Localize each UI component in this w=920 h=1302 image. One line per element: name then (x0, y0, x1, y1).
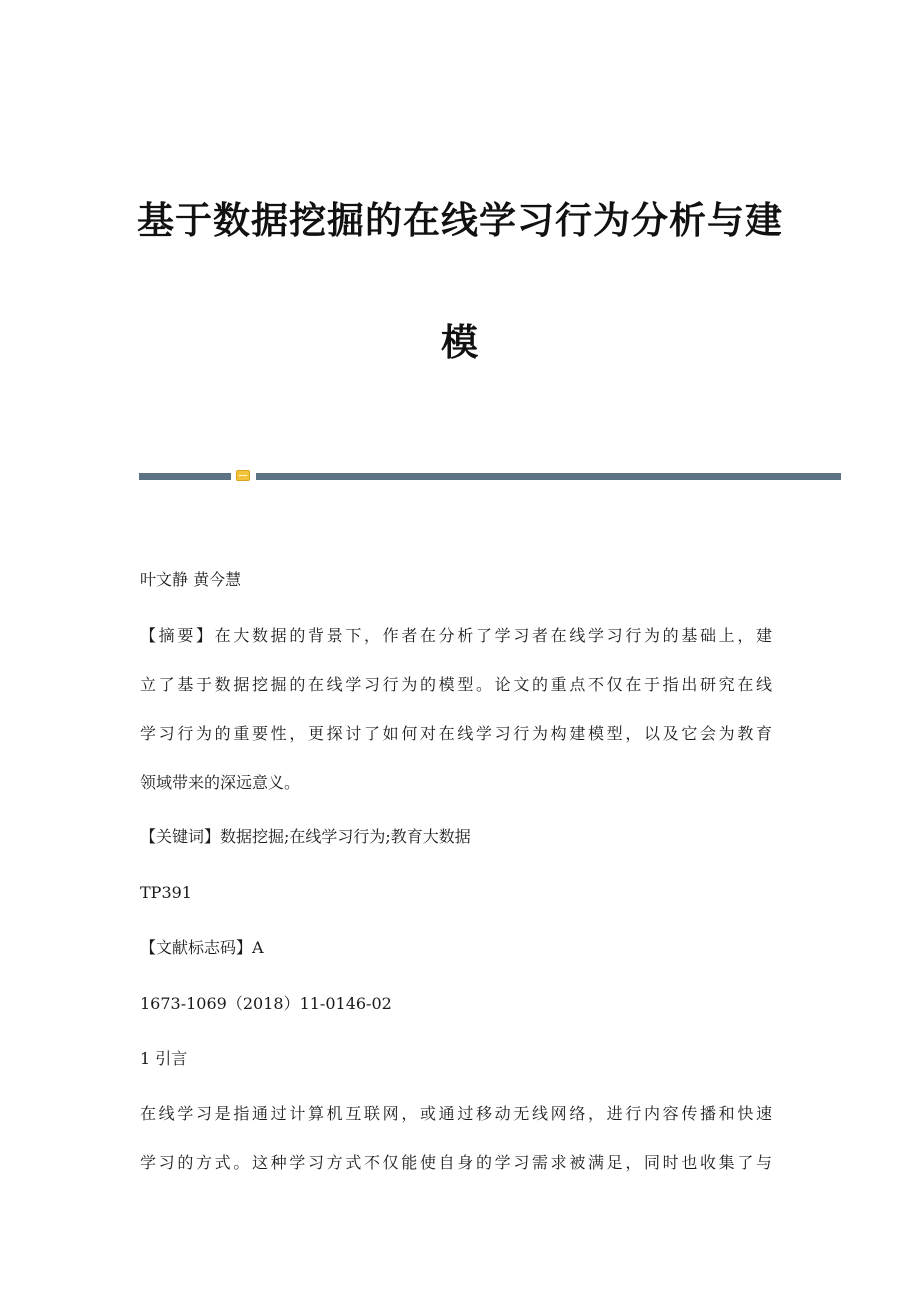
envelope-icon (236, 470, 250, 481)
title-divider (139, 470, 841, 481)
abstract (140, 620, 772, 816)
section-heading: 1 引言 (140, 1049, 188, 1068)
paper-title-line-2: 模 (441, 321, 479, 364)
body-paragraph (140, 1098, 772, 1196)
abstract-line: 学习行为的重要性，更探讨了如何对在线学习行为构建模型，以及它会为教育 (140, 724, 772, 743)
paper-title-line-1: 基于数据挖掘的在线学习行为分析与建 (137, 199, 783, 242)
body-line: 学习的方式。这种学习方式不仅能使自身的学习需求被满足，同时也收集了与 (140, 1153, 772, 1172)
classification-number: TP391 (140, 883, 192, 902)
divider-bar-left (139, 473, 231, 480)
authors: 叶文静 黄今慧 (140, 570, 242, 589)
document-code: 【文献标志码】A (140, 938, 264, 957)
body-line: 在线学习是指通过计算机互联网，或通过移动无线网络，进行内容传播和快速 (140, 1104, 772, 1123)
keywords: 【关键词】数据挖掘;在线学习行为;教育大数据 (140, 827, 471, 846)
abstract-line: 领域带来的深远意义。 (140, 773, 301, 792)
divider-bar-right (256, 473, 841, 480)
abstract-line: 【摘要】在大数据的背景下，作者在分析了学习者在线学习行为的基础上，建 (140, 626, 772, 645)
abstract-line: 立了基于数据挖掘的在线学习行为的模型。论文的重点不仅在于指出研究在线 (140, 675, 772, 694)
article-id: 1673-1069（2018）11-0146-02 (140, 994, 392, 1013)
